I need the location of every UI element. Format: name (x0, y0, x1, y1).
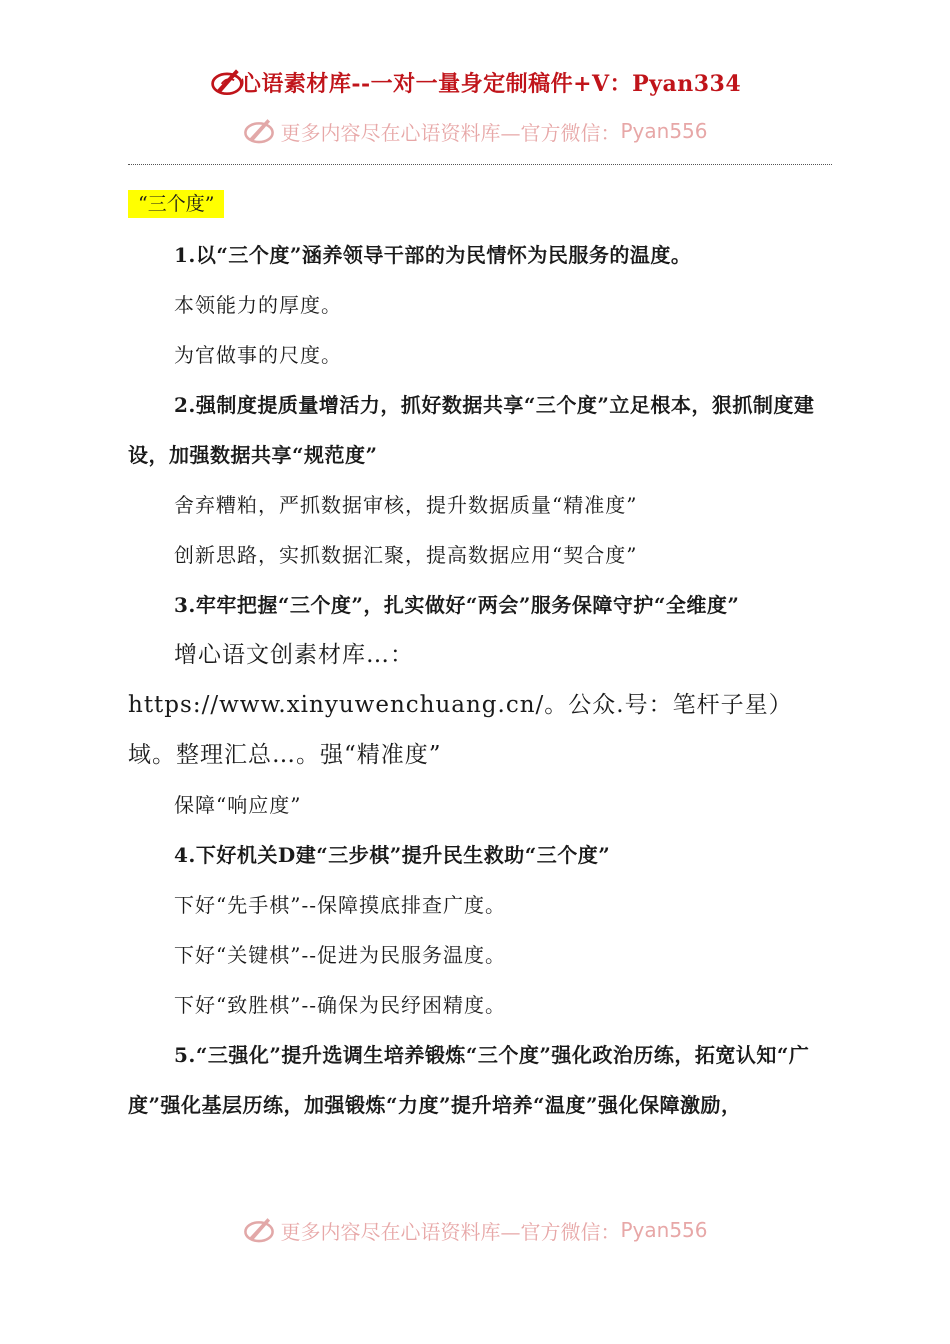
watermark-top (0, 111, 950, 151)
paragraph: 下好“关键棋”--促进为民服务温度。 (174, 943, 506, 967)
highlighted-tag: “三个度” (128, 190, 224, 218)
paragraph: 增心语文创素材库…：https://www.xinyuwenchuang.cn/。公众.号：笔杆子星）域。整理汇总…。强“精准度” (128, 642, 793, 768)
paragraph: 1.以“三个度”涵养领导干部的为民情怀为民服务的温度。 (174, 243, 692, 267)
paragraph: 3.牢牢把握“三个度”，扎实做好“两会”服务保障守护“全维度” (174, 593, 740, 617)
header-divider (128, 164, 832, 165)
watermark-text: 更多内容尽在心语资料库—官方微信： (280, 120, 621, 145)
header-brand (0, 60, 950, 104)
pen-logo-icon (242, 1213, 276, 1247)
paragraph: 舍弃糟粕，严抓数据审核，提升数据质量“精准度” (174, 493, 638, 517)
paragraph: 下好“先手棋”--保障摸底排查广度。 (174, 893, 506, 917)
pen-logo-icon (242, 114, 276, 148)
paragraph: 下好“致胜棋”--确保为民纾困精度。 (174, 993, 506, 1017)
watermark-text: 更多内容尽在心语资料库—官方微信： (280, 1219, 621, 1244)
paragraph: 4.下好机关D建“三步棋”提升民生救助“三个度” (174, 843, 611, 867)
paragraph: 保障“响应度” (174, 793, 302, 817)
watermark-wechat-id: Pyan556 (620, 1218, 708, 1242)
paragraph: 5.“三强化”提升选调生培养锻炼“三个度”强化政治历练，拓宽认知“广度”强化基层历练，加强锻炼“力度”提升培养“温度”强化保障激励， (128, 1043, 810, 1117)
brand-text: 心语素材库--一对一量身定制稿件+V：Pyan334 (238, 70, 742, 97)
paragraph: 2.强制度提质量增活力，抓好数据共享“三个度”立足根本，狠抓制度建设，加强数据共享“规范度” (128, 393, 815, 467)
document-body (128, 230, 820, 1130)
watermark-bottom (0, 1210, 950, 1250)
watermark-wechat-id: Pyan556 (620, 119, 708, 143)
paragraph: 本领能力的厚度。 (174, 293, 342, 317)
paragraph: 为官做事的尺度。 (174, 343, 342, 367)
paragraph: 创新思路，实抓数据汇聚，提高数据应用“契合度” (174, 543, 638, 567)
